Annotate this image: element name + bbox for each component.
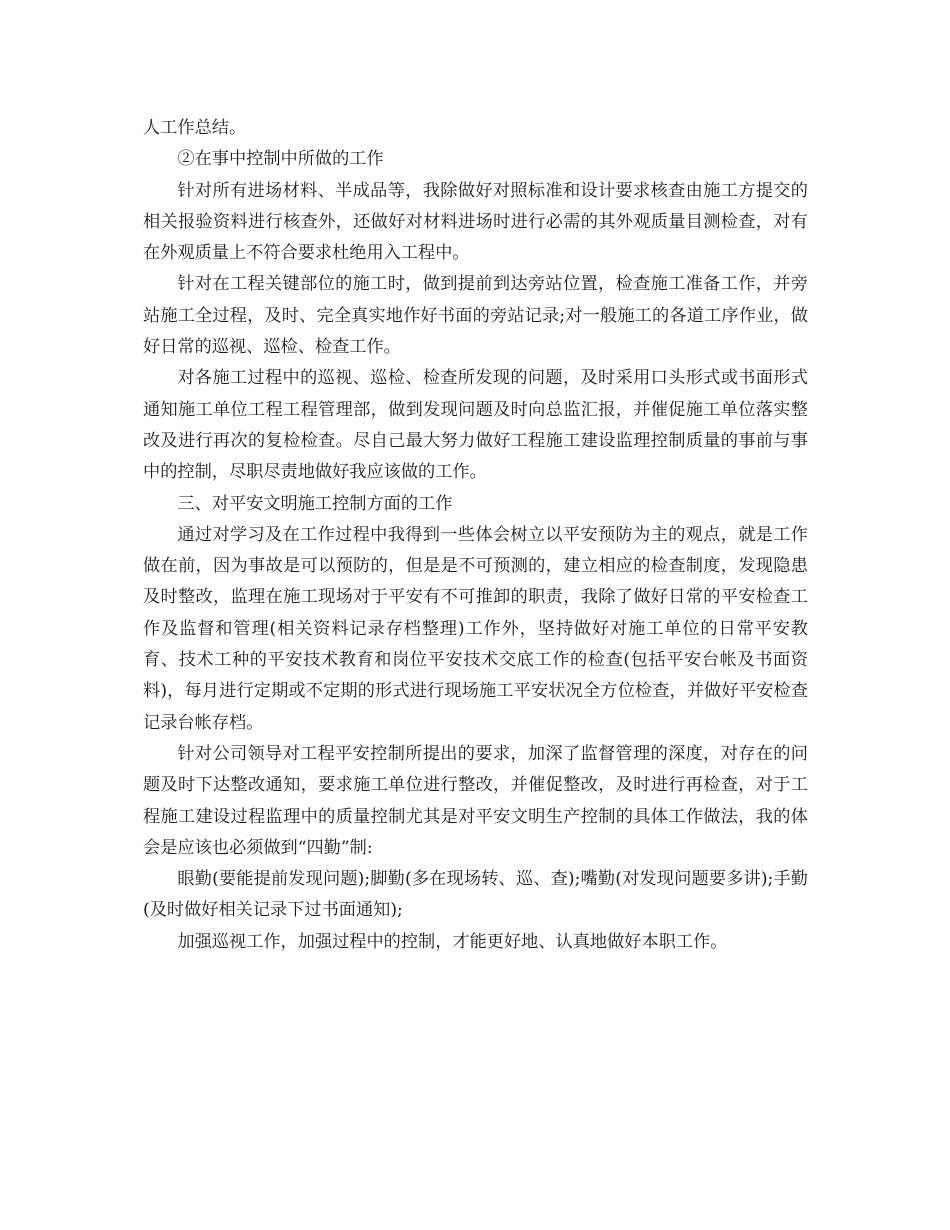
paragraph-issue-reporting: 对各施工过程中的巡视、巡检、检查所发现的问题，及时采用口头形式或书面形式通知施工单位工程工程管理部，做到发现问题及时向总监汇报，并催促施工单位落实整改及进行再次的复检检查。尽自己最大努力做好工程施工建设监理控制质量的事前与事中的控制，尽职尽责地做好我应该做的工作。 [143,368,808,483]
section-heading-in-process-control: ②在事中控制中所做的工作 [177,149,384,170]
paragraph-four-diligences: 眼勤(要能提前发现问题);脚勤(多在现场转、巡、查);嘴勤(对发现问题要多讲);手勤(及时做好相关记录下过书面通知); [143,869,808,921]
paragraph-leadership-requirements: 针对公司领导对工程平安控制所提出的要求，加深了监督管理的深度，对存在的问题及时下达整改通知，要求施工单位进行整改，并催促整改，及时进行再检查，对于工程施工建设过程监理中的质量控制尤其是对平安文明生产控制的具体工作做法，我的体会是应该也必须做到“四勤”制: [143,743,808,858]
paragraph-key-position-supervision: 针对在工程关键部位的施工时，做到提前到达旁站位置，检查施工准备工作，并旁站施工全过程，及时、完全真实地作好书面的旁站记录;对一般施工的各道工序作业，做好日常的巡视、巡检、检查工作。 [143,274,808,358]
section-heading-safety-control: 三、对平安文明施工控制方面的工作 [177,493,453,514]
paragraph-conclusion: 加强巡视工作，加强过程中的控制，才能更好地、认真地做好本职工作。 [177,931,728,952]
document-body [143,113,808,958]
paragraph-material-inspection: 针对所有进场材料、半成品等，我除做好对照标准和设计要求核查由施工方提交的相关报验资料进行核查外，还做好对材料进场时进行必需的其外观质量目测检查，对有在外观质量上不符合要求杜绝用入工程中。 [143,180,808,264]
paragraph-safety-prevention: 通过对学习及在工作过程中我得到一些体会树立以平安预防为主的观点，就是工作做在前，因为事故是可以预防的，但是是不可预测的，建立相应的检查制度，发现隐患及时整改，监理在施工现场对于平安有不可推卸的职责，我除了做好日常的平安检查工作及监督和管理(相关资料记录存档整理)工作外，坚持做好对施工单位的日常平安教育、技术工种的平安技术教育和岗位平安技术交底工作的检查(包括平安台帐及书面资料)，每月进行定期或不定期的形式进行现场施工平安状况全方位检查，并做好平安检查记录台帐存档。 [143,524,808,733]
paragraph-continuation: 人工作总结。 [143,118,247,138]
